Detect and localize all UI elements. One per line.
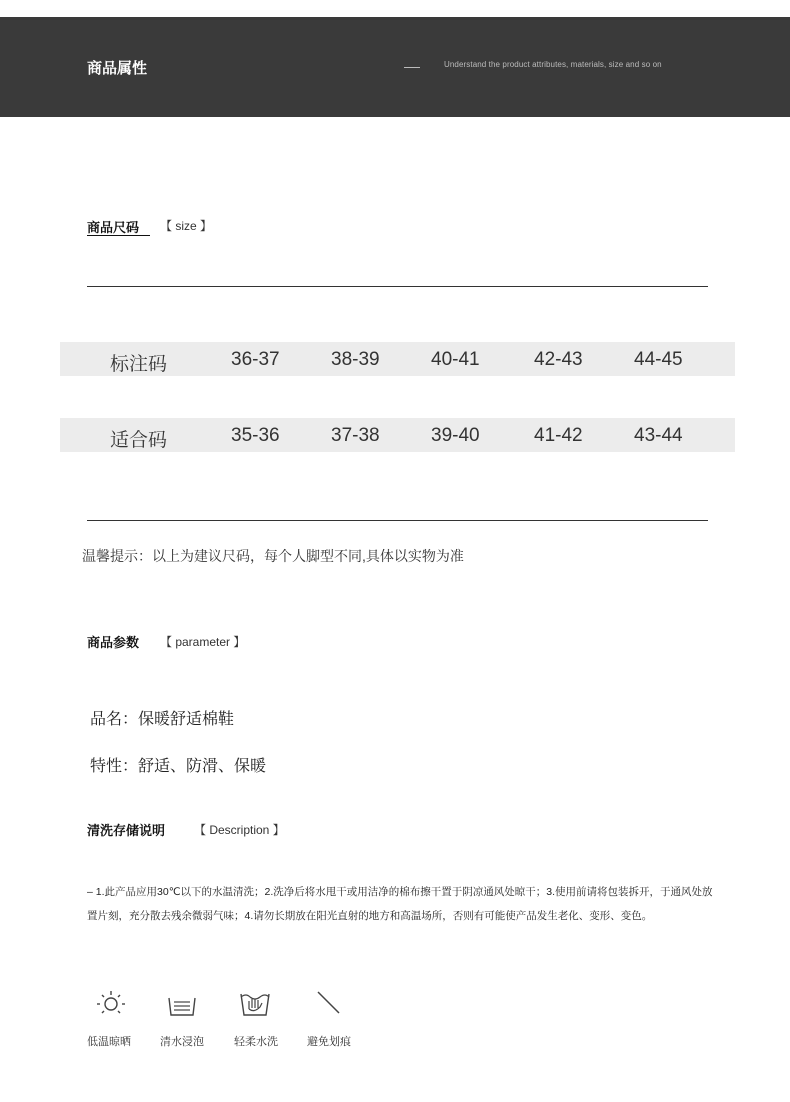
attributes-header xyxy=(0,17,790,117)
care-label-soak: 清水浸泡 xyxy=(160,1036,204,1048)
size-cell: 38-39 xyxy=(331,349,380,370)
size-title-underline xyxy=(87,235,150,236)
size-cell: 39-40 xyxy=(431,425,480,446)
size-cell: 40-41 xyxy=(431,349,480,370)
header-dash xyxy=(404,67,420,68)
care-section-title: 清洗存储说明 xyxy=(87,823,166,838)
size-row-labeled xyxy=(60,342,735,376)
size-cell: 43-44 xyxy=(634,425,683,446)
sun-icon xyxy=(94,988,128,1022)
care-description: – 1.此产品应用30℃以下的水温清洗；2.洗净后将水甩干或用洁净的棉布擦干置于阴凉通风处晾干；3.使用前请将包装拆开，于通风处放置片刻，充分散去残余微弱气味；4.请勿长期放在阳光直射的地方和高温场所，否则有可能使产品发生老化、变形、变色。 xyxy=(87,886,713,922)
care-section-tag: 【 Description 】 xyxy=(194,823,285,837)
size-top-divider xyxy=(87,286,708,287)
size-cell: 37-38 xyxy=(331,425,380,446)
header-title: 商品属性 xyxy=(87,60,148,77)
header-subtitle: Understand the product attributes, materials, size and so on xyxy=(444,60,662,69)
top-margin xyxy=(0,0,790,17)
size-row-fit xyxy=(60,418,735,452)
size-tip: 温馨提示：以上为建议尺码，每个人脚型不同,具体以实物为准 xyxy=(82,548,464,564)
param-item-name: 品名：保暖舒适棉鞋 xyxy=(90,711,235,728)
scratch-slash-icon xyxy=(313,988,347,1022)
param-section-title: 商品参数 xyxy=(87,635,140,650)
size-cell: 44-45 xyxy=(634,349,683,370)
size-cell: 36-37 xyxy=(231,349,280,370)
param-item-feature: 特性：舒适、防滑、保暖 xyxy=(90,758,267,775)
size-section-tag: 【 size 】 xyxy=(160,219,213,233)
soak-basin-icon xyxy=(165,988,199,1022)
care-label-wash: 轻柔水洗 xyxy=(234,1036,278,1048)
size-cell: 35-36 xyxy=(231,425,280,446)
size-section-title: 商品尺码 xyxy=(87,220,140,235)
param-section-tag: 【 parameter 】 xyxy=(160,635,246,649)
care-label-sun: 低温晾晒 xyxy=(87,1036,131,1048)
hand-wash-icon xyxy=(238,988,272,1022)
care-label-scratch: 避免划痕 xyxy=(307,1036,351,1048)
size-cell: 41-42 xyxy=(534,425,583,446)
size-row-label: 标注码 xyxy=(110,354,168,375)
size-cell: 42-43 xyxy=(534,349,583,370)
size-row-label: 适合码 xyxy=(110,430,168,451)
size-bottom-divider xyxy=(87,520,708,521)
